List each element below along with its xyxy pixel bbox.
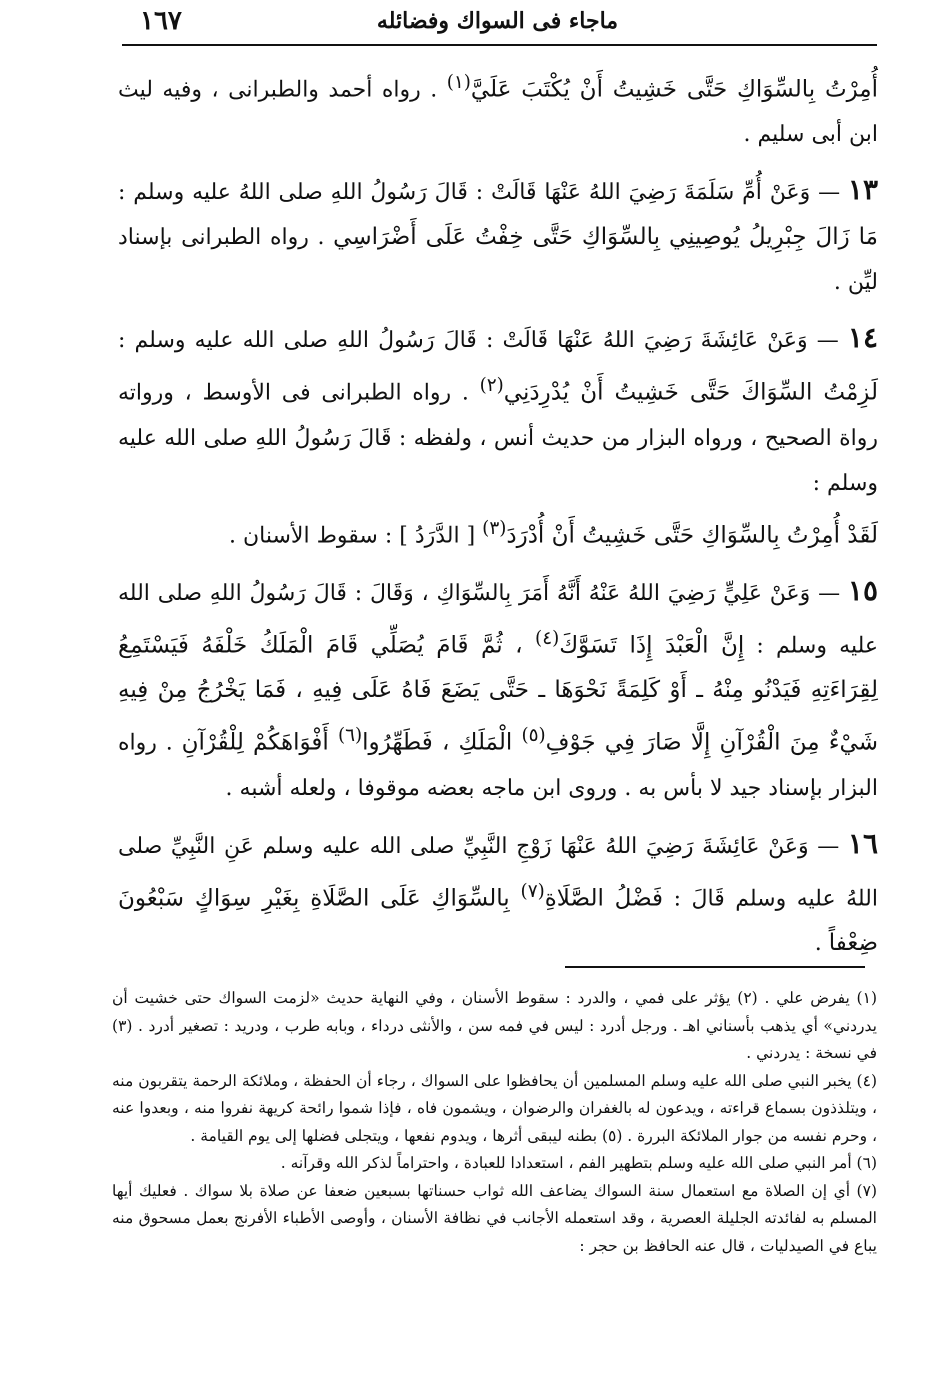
- hadith-source: .: [814, 930, 829, 956]
- header-divider: [122, 44, 877, 46]
- paragraph-continuation: [118, 60, 878, 157]
- footnote-ref[interactable]: (١): [446, 72, 471, 93]
- footnote-ref[interactable]: (٢): [479, 375, 504, 397]
- footnote-4-5: (٤) يخبر النبي صلى الله عليه وسلم المسلمين أن يحافظوا على السواك ، رجاء أن الحفظة ، وملائكة الرحمة يتقربون منه ، ويتلذذون بسماع قراءته ، ويدعون له بالغفران والرضوان ، ويشمون فاه ، فإذا شموا رائحة كريهة نفروا منه ، وبعدوا عنه ، وحرم نفسه من جوار الملائكة البررة . (٥) بطنه ليبقى أثرها ، ويدوم نفعها ، ويتجلى فضلها إلى يوم القيامة .: [112, 1071, 877, 1145]
- page-number: ١٦٧: [140, 6, 182, 36]
- hadith-number: ١٤: [847, 321, 878, 355]
- hadith-quote: أُمِرْتُ بِالسِّوَاكِ حَتَّى خَشِيتُ أَنْ يُكْتَبَ عَلَيَّ: [470, 76, 878, 103]
- chapter-title: ماجاء فى السواك وفضائله: [376, 8, 619, 34]
- footnote-ref[interactable]: (٥): [521, 725, 546, 747]
- footnote-6: (٦) أمر النبي صلى الله عليه وسلم بتطهير الفم ، استعدادا للعبادة ، واحتراماً لذكر الله وقرآنه .: [280, 1154, 877, 1172]
- hadith-intro: — وَعَنْ عَلِيٍّ رَضِيَ اللهُ عَنْهُ أَنَّهُ أَمَرَ بِالسِّوَاكِ ، وَقَالَ : قَالَ رَسُولُ اللهِ صلى الله عليه وسلم :: [118, 580, 878, 659]
- hadith-quote: بِالسِّوَاكِ عَلَى الصَّلَاةِ بِغَيْرِ سِوَاكٍ سَبْعُونَ ضِعْفاً: [118, 884, 878, 956]
- footnote-ref[interactable]: (٧): [520, 880, 545, 902]
- running-header: [125, 6, 870, 44]
- hadith-intro: — وَعَنْ عَائِشَةَ رَضِيَ اللهُ عَنْهَا قَالَتْ : قَالَ رَسُولُ اللهِ صلى الله عليه وسلم :: [118, 328, 848, 354]
- hadith-quote: أَفْوَاهَكُمْ لِلْقُرْآنِ: [181, 729, 338, 756]
- hadith-source: . رواه البزار بإسناد جيد لا بأس به . وروى ابن ماجه بعضه موقوفا ، ولعله أشبه .: [118, 730, 878, 801]
- hadith-source: . رواه أحمد والطبرانى ، وفيه ليث ابن أبى سليم .: [118, 77, 878, 148]
- hadith-15: [118, 568, 878, 811]
- footnotes: [112, 985, 877, 1260]
- hadith-intro: — وَعَنْ عَائِشَةَ رَضِيَ اللهُ عَنْهَا زَوْجِ النَّبِيِّ صلى الله عليه وسلم عَنِ النَّبِيِّ صلى اللهُ عليه وسلم قَالَ :: [118, 833, 878, 911]
- footnote-1-3: (١) يفرض علي . (٢) يؤثر على فمي ، والدرد : سقوط الأسنان ، وفي النهاية حديث «لزمت السواك حتى خشيت أن يدردني» أي يذهب بأسناني اهـ . ورجل أدرد : ليس في فمه سن ، والأنثى درداء ، وبابه طرب ، ودريد : تصغير أدرد . (٣) في نسخة : يدردني .: [112, 989, 877, 1062]
- hadith-quote: ، ثُمَّ قَامَ يُصَلِّي قَامَ الْمَلَكُ خَلْفَهُ فَيَسْتَمِعُ لِقِرَاءَتِهِ فَيَدْنُو مِنْهُ ـ أَوْ كَلِمَةً نَحْوَهَا ـ حَتَّى يَضَعَ فَاهُ عَلَى فِيهِ ، فَمَا يَخْرُجُ مِنْ فِيهِ شَيْءٌ مِنَ الْقُرْآنِ إِلَّا صَارَ فِي جَوْفِ: [118, 632, 878, 756]
- hadith-16: [118, 821, 878, 966]
- hadith-quote: الْمَلَكِ ، فَطَهِّرُوا: [362, 729, 522, 756]
- footnote-ref[interactable]: (٦): [337, 725, 363, 747]
- hadith-quote: لَقَدْ أُمِرْتُ بِالسِّوَاكِ حَتَّى خَشِيتُ أَنْ أُدْرَدَ: [506, 521, 878, 548]
- hadith-intro: — وَعَنْ أُمِّ سَلَمَةَ رَضِيَ اللهُ عَنْهَا قَالَتْ : قَالَ رَسُولُ اللهِ صلى اللهُ عليه وسلم :: [118, 180, 848, 206]
- hadith-quote: فَضْلُ الصَّلَاةِ: [544, 884, 664, 911]
- hadith-13: [118, 167, 878, 305]
- hadith-source: . رواه الطبرانى فى الأوسط ، ورواته رواة الصحيح ، ورواه البزار من حديث أنس ، ولفظه : قَالَ رَسُولُ اللهِ صلى الله عليه وسلم :: [118, 380, 878, 496]
- hadith-quote: إِنَّ الْعَبْدَ إِذَا تَسَوَّكَ: [559, 632, 745, 659]
- footnote-7: (٧) أي إن الصلاة مع استعمال سنة السواك يضاعف الله ثواب حسناتها بسبعين ضعفا عن صلاة بلا سواك . فعليك أيها المسلم به لفائدته الجليلة العصرية ، وقد استعمله الأجانب في نظافة الأسنان ، وأوصى الأطباء الأفرنج بعمل مسحوق منه يباع في الصيدليات ، قال عنه الحافظ بن حجر :: [112, 1181, 877, 1255]
- footnote-ref[interactable]: (٣): [482, 517, 507, 539]
- footnote-ref[interactable]: (٤): [535, 627, 560, 649]
- hadith-14: [118, 315, 878, 558]
- hadith-number: ١٦: [847, 826, 878, 860]
- hadith-number: ١٥: [847, 573, 878, 607]
- footnote-divider: [565, 966, 865, 968]
- hadith-quote: مَا زَالَ جِبْرِيلُ يُوصِينِي بِالسِّوَاكِ حَتَّى خِفْتُ عَلَى أَضْرَاسِي: [333, 224, 879, 251]
- hadith-quote: لَزِمْتُ السِّوَاكَ حَتَّى خَشِيتُ أَنْ يُدْرِدَنِي: [503, 379, 878, 406]
- hadith-source: . رواه الطبرانى بإسناد ليِّن .: [118, 225, 878, 296]
- gloss: [ الدَّرَدُ ] : سقوط الأسنان .: [229, 522, 483, 548]
- hadith-number: ١٣: [847, 173, 878, 207]
- main-text: [118, 60, 878, 966]
